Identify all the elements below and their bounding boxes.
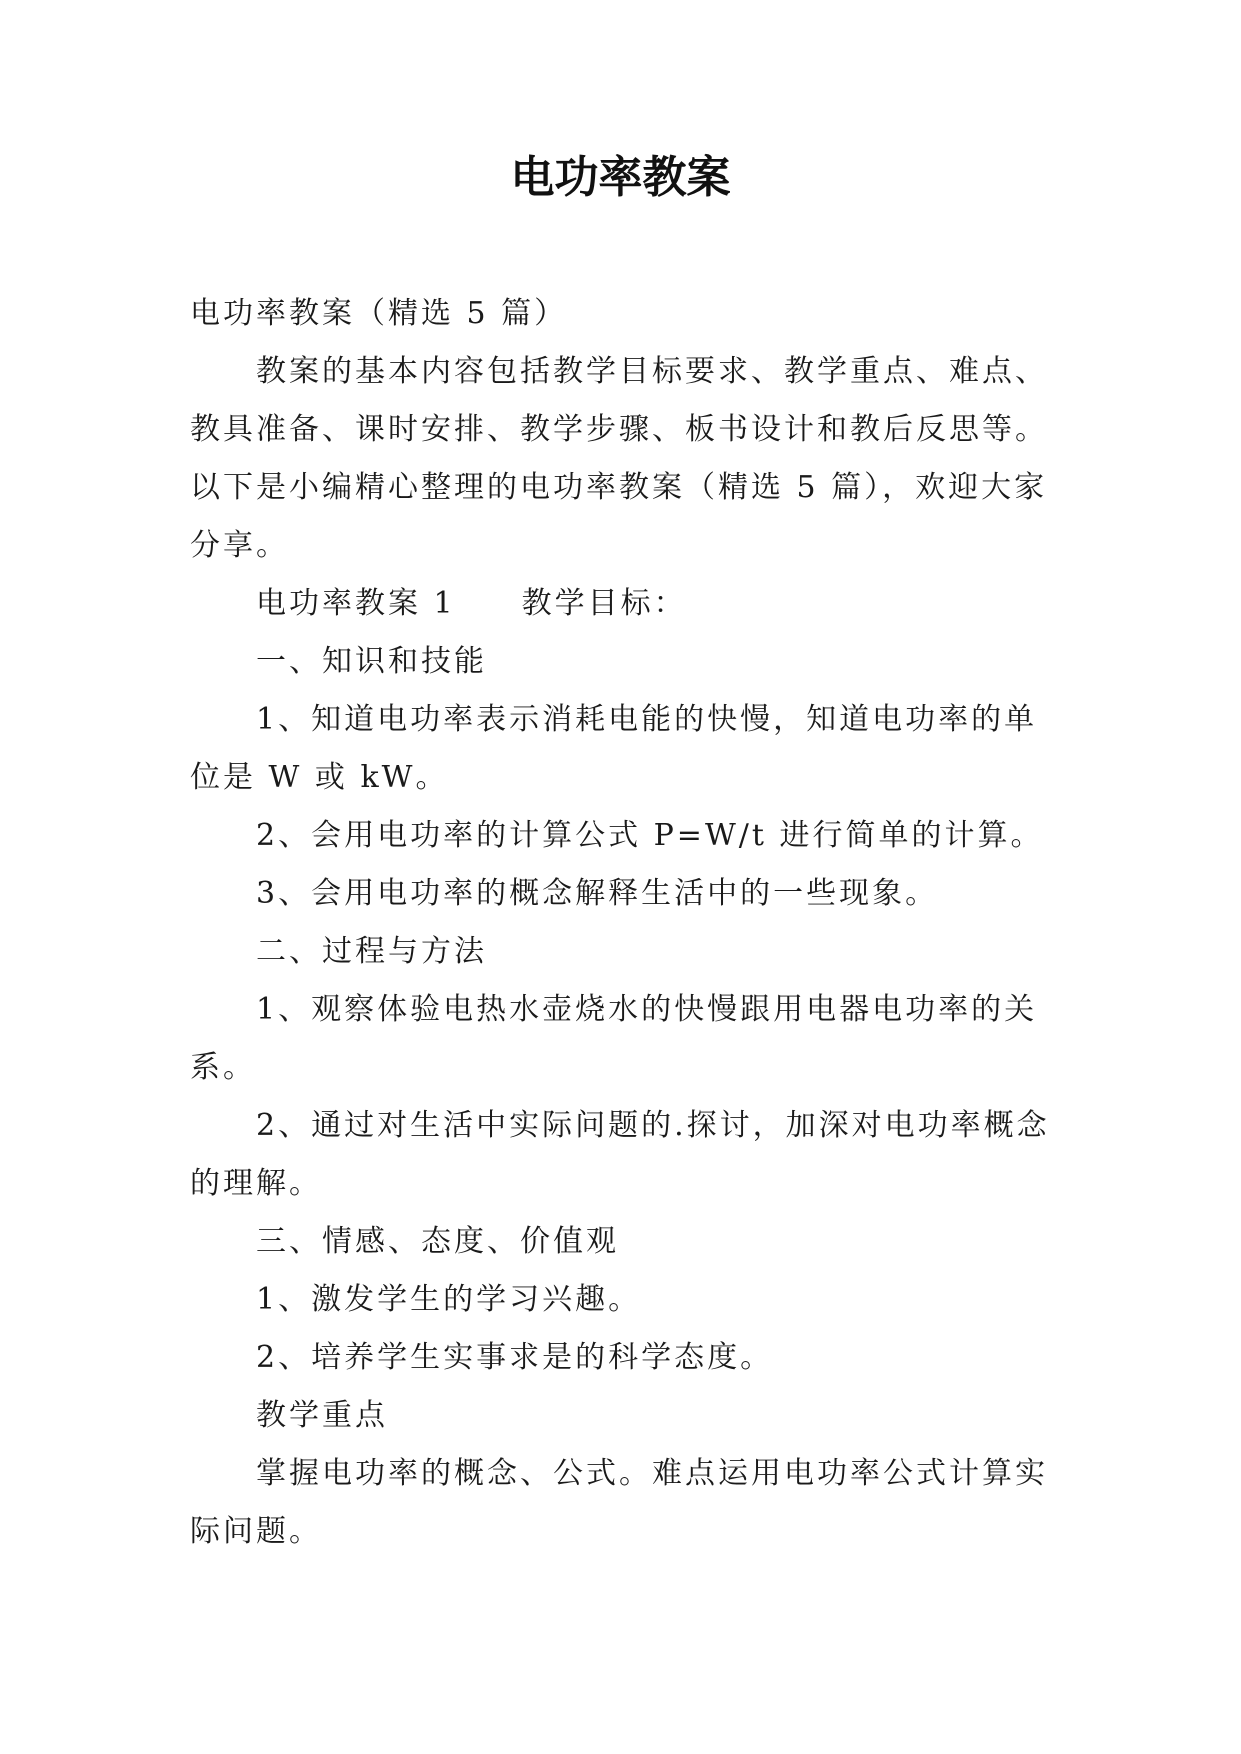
key-points-heading: 教学重点 (256, 1398, 388, 1433)
section1-heading: 一、知识和技能 (256, 644, 487, 679)
section3-item: 1、激发学生的学习兴趣。 (256, 1282, 642, 1317)
section1-item: 3、会用电功率的概念解释生活中的一些现象。 (256, 876, 939, 911)
section1-item: 1、知道电功率表示消耗电能的快慢，知道电功率的单位是 W 或 kW。 (190, 702, 1038, 795)
section3-heading: 三、情感、态度、价值观 (256, 1224, 619, 1259)
document-subtitle: 电功率教案（精选 5 篇） (190, 296, 568, 331)
section2-item: 1、观察体验电热水壶烧水的快慢跟用电器电功率的关系。 (190, 992, 1038, 1085)
intro-paragraph: 教案的基本内容包括教学目标要求、教学重点、难点、教具准备、课时安排、教学步骤、板书设计和教后反思等。以下是小编精心整理的电功率教案（精选 5 篇），欢迎大家分享。 (190, 354, 1048, 563)
lesson1-objectives-label: 教学目标： (521, 586, 687, 621)
lesson-heading-line (190, 575, 1070, 633)
section2-item: 2、通过对生活中实际问题的.探讨，加深对电功率概念的理解。 (190, 1108, 1050, 1201)
document-body (190, 285, 1070, 1561)
document-title: 电功率教案 (510, 152, 731, 203)
key-points-text: 掌握电功率的概念、公式。难点运用电功率公式计算实际问题。 (190, 1456, 1048, 1549)
section3-item: 2、培养学生实事求是的科学态度。 (256, 1340, 774, 1375)
lesson1-heading: 电功率教案 1 (256, 586, 456, 621)
section2-heading: 二、过程与方法 (256, 934, 487, 969)
section1-item: 2、会用电功率的计算公式 P=W/t 进行简单的计算。 (256, 818, 1044, 853)
